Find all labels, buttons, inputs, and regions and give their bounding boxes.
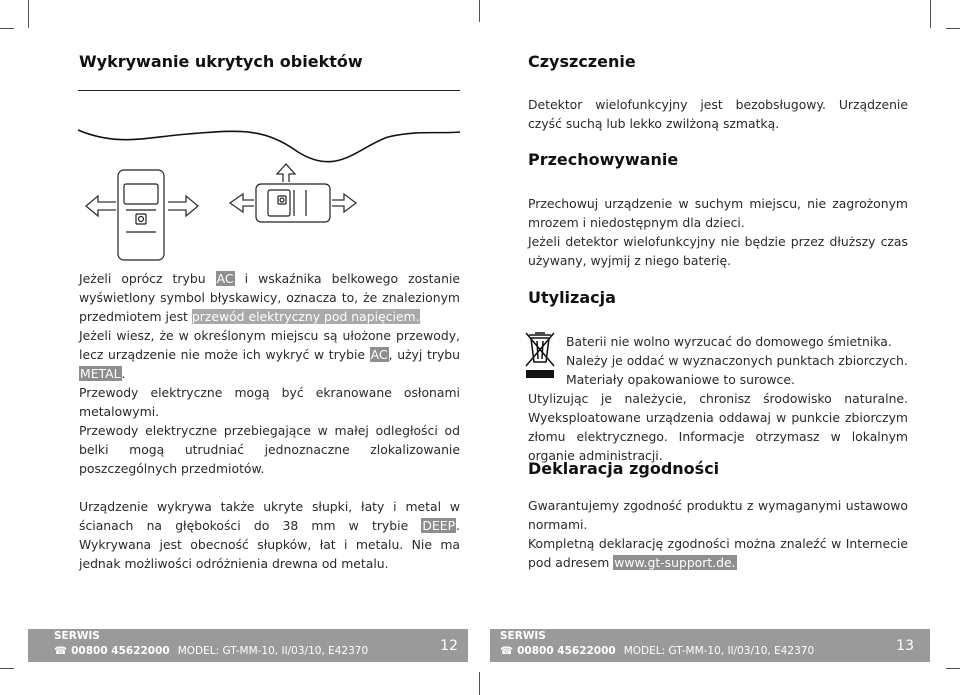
detector-horizontal xyxy=(256,184,330,222)
crop-mark xyxy=(28,0,29,28)
paragraph-deep-mode xyxy=(79,497,460,573)
text: , użyj trybu xyxy=(388,347,460,362)
title-rule xyxy=(78,90,460,91)
disposal-line: Należy je oddać w wyznaczonych punktach zbiorczych. xyxy=(566,353,908,368)
disposal-line: Materiały opakowaniowe to surowce. xyxy=(566,372,795,387)
crop-mark xyxy=(479,0,480,22)
crop-mark xyxy=(479,672,480,695)
mode-label-ac: AC xyxy=(370,347,388,362)
section-title-cleaning: Czyszczenie xyxy=(528,52,636,71)
footer-right xyxy=(490,629,930,662)
section-title-conformity: Deklaracja zgodności xyxy=(528,459,720,478)
detector-illustration xyxy=(78,92,460,267)
left-text xyxy=(79,269,460,573)
crop-mark xyxy=(946,28,960,29)
footer-contact xyxy=(500,645,814,657)
phone-icon: ☎ xyxy=(500,645,514,657)
text: . Wykrywana jest obecność słupków, łat i metalu. Nie ma jednak możliwości odróżnienia drewna od metalu. xyxy=(79,518,460,571)
section-title-detection: Wykrywanie ukrytych obiektów xyxy=(79,52,363,71)
crop-mark xyxy=(0,28,14,29)
text: Przechowuj urządzenie w suchym miejscu, nie zagrożonym mrozem i niedostępnym dla dzieci. xyxy=(528,196,908,230)
mode-label-ac: AC xyxy=(216,271,234,286)
footer-service-label: SERWIS xyxy=(54,630,100,642)
text: Urządzenie wykrywa także ukryte słupki, łaty i metal w ścianach na głębokości do 38 mm w trybie xyxy=(79,499,460,533)
footer-contact xyxy=(54,645,368,657)
section-title-disposal: Utylizacja xyxy=(528,288,616,307)
text: i wskaźnika belkowego zostanie wyświetlony symbol błyskawicy, oznacza to, że znalezionym przedmiotem jest xyxy=(79,271,461,324)
cleaning-text xyxy=(528,95,908,133)
text: Detektor wielofunkcyjny jest bezobsługowy. Urządzenie czyść suchą lub lekko zwilżoną szmatką. xyxy=(528,97,908,131)
disposal-text xyxy=(528,332,908,465)
paragraph-lightning xyxy=(79,269,460,326)
crop-mark xyxy=(0,668,14,669)
text: Jeżeli oprócz trybu xyxy=(79,271,216,286)
phone-icon: ☎ xyxy=(54,645,68,657)
page-number: 12 xyxy=(440,638,458,654)
crop-mark xyxy=(930,0,931,28)
highlight-live-wire: przewód elektryczny pod napięciem. xyxy=(191,309,420,324)
disposal-paragraph: Utylizując je należycie, chronisz środowisko naturalne. Wyeksploatowane urządzenia oddawaj w punkcie zbiorczym złomu elektrycznego. Informacje otrzymasz w lokalnym organie administracji. xyxy=(528,391,908,463)
disposal-line: Baterii nie wolno wyrzucać do domowego śmietnika. xyxy=(566,334,892,349)
text: Gwarantujemy zgodność produktu z wymaganymi ustawowo normami. xyxy=(528,498,908,532)
text: Jeżeli wiesz, że w określonym miejscu są ułożone przewody, lecz urządzenie nie może ich wykryć w trybie xyxy=(79,328,460,362)
section-title-storage: Przechowywanie xyxy=(528,150,679,169)
footer-model: MODEL: GT-MM-10, II/03/10, E42370 xyxy=(177,645,369,657)
storage-text xyxy=(528,194,908,270)
conformity-paragraph xyxy=(528,534,908,572)
footer-phone: 00800 45622000 xyxy=(71,645,170,657)
page-number: 13 xyxy=(896,638,914,654)
conformity-text xyxy=(528,496,908,572)
paragraph-close-wires: Przewody elektryczne przebiegające w małej odległości od belki mogą utrudniać jednoznaczne zlokalizowanie poszczególnych przedmiotów. xyxy=(79,423,460,476)
footer-left xyxy=(28,629,468,662)
detector-vertical xyxy=(118,170,164,260)
footer-model: MODEL: GT-MM-10, II/03/10, E42370 xyxy=(623,645,815,657)
text: Kompletną deklarację zgodności można znaleźć w Internecie pod adresem xyxy=(528,536,908,570)
support-link[interactable]: www.gt-support.de. xyxy=(614,555,736,570)
crop-mark xyxy=(946,668,960,669)
text: Jeżeli detektor wielofunkcyjny nie będzie przez dłuższy czas używany, wyjmij z niego baterię. xyxy=(528,234,908,268)
paragraph-shielded: Przewody elektryczne mogą być ekranowane osłonami metalowymi. xyxy=(79,385,460,419)
paragraph-known-wires xyxy=(79,326,460,383)
mode-label-metal: METAL xyxy=(80,366,121,381)
footer-service-label: SERWIS xyxy=(500,630,546,642)
footer-phone: 00800 45622000 xyxy=(517,645,616,657)
mode-label-deep: DEEP xyxy=(422,518,456,533)
text: . xyxy=(121,366,126,381)
